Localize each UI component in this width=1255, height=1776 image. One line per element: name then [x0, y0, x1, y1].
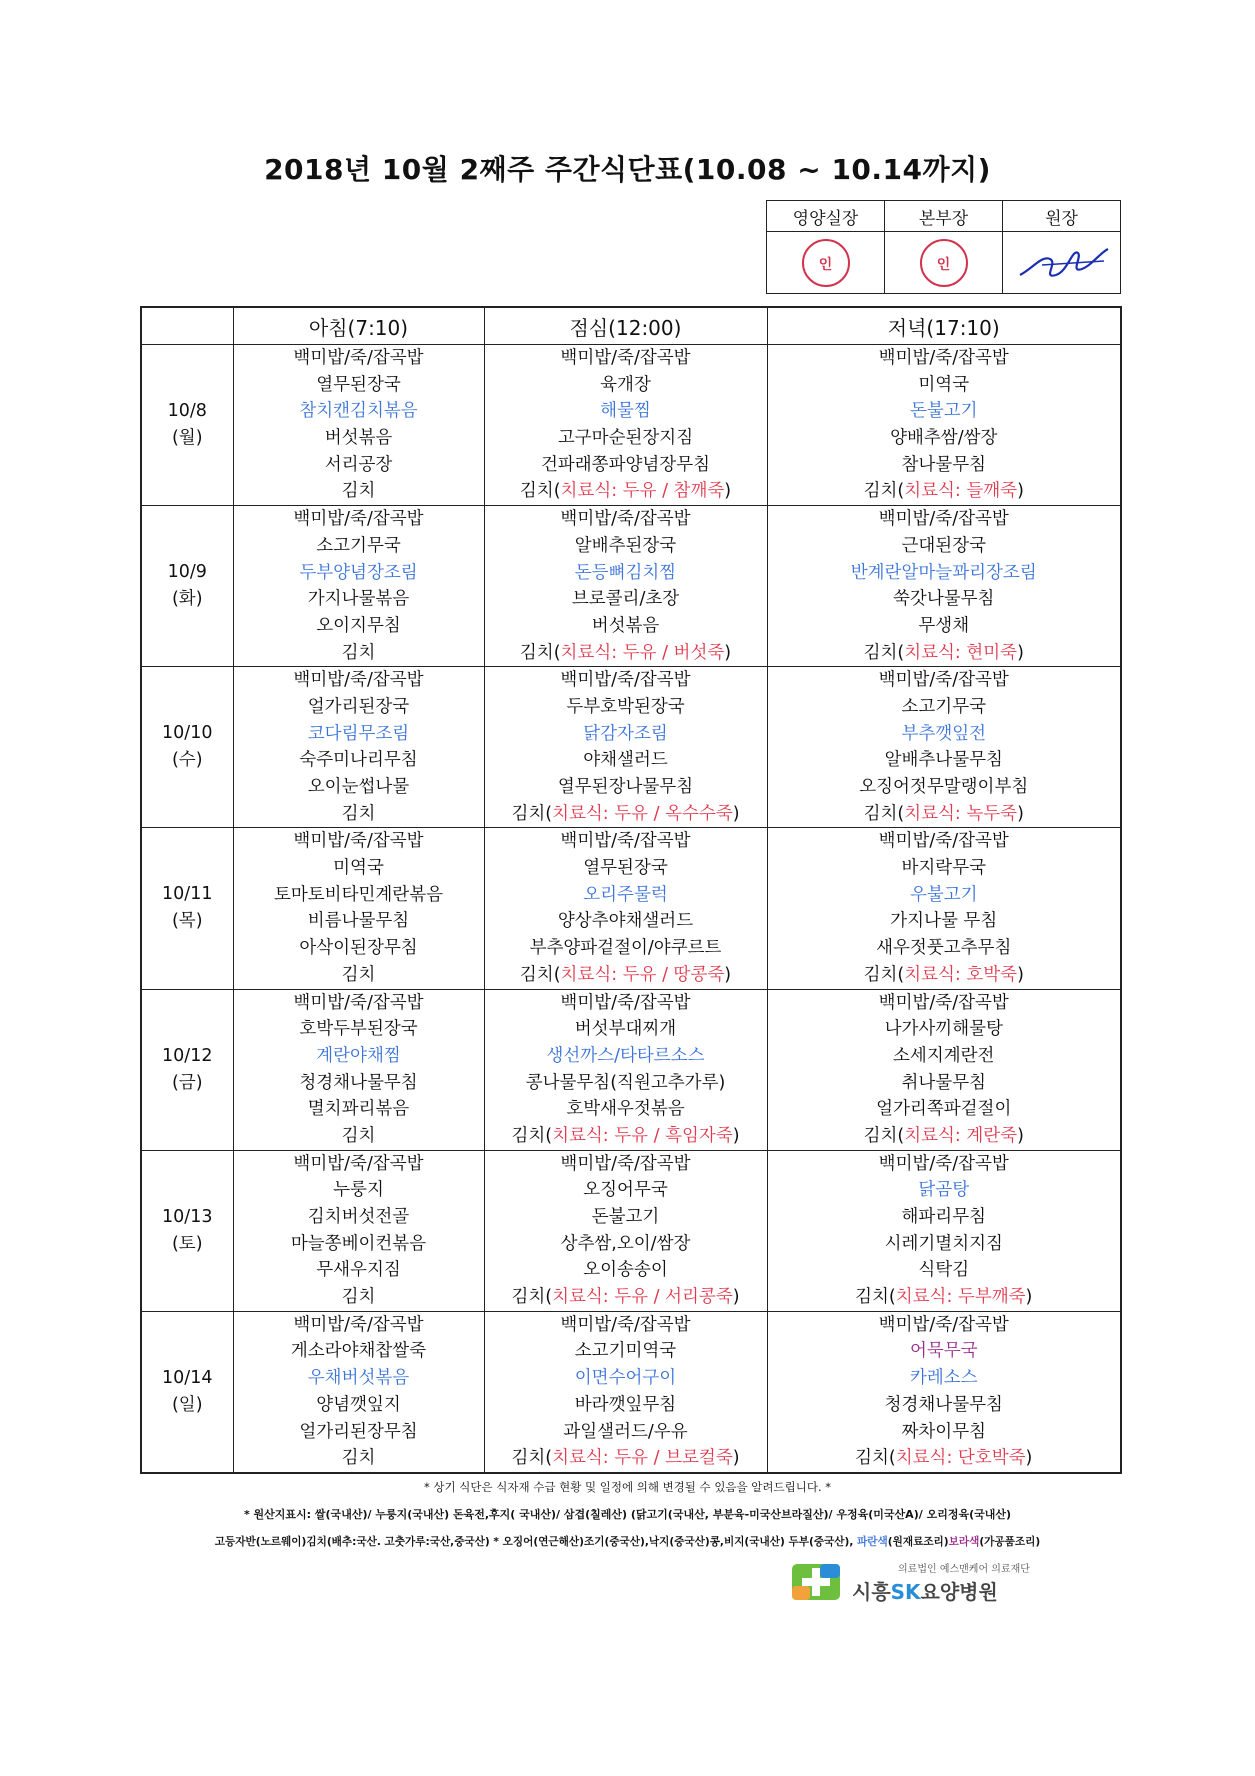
logo-name: 시흥SK요양병원 [852, 1580, 998, 1604]
day-row [141, 828, 1121, 989]
menu-item: 백미밥/죽/잡곡밥 [878, 509, 1009, 530]
menu-item: 백미밥/죽/잡곡밥 [560, 348, 691, 368]
menu-item: 김치 [341, 964, 376, 985]
menu-item: 토마토비타민계란볶음 [273, 884, 444, 905]
menu-item: 백미밥/죽/잡곡밥 [293, 992, 424, 1013]
menu-item: 우채버섯볶음 [307, 1368, 410, 1389]
menu-cell-breakfast [233, 828, 484, 989]
menu-item: 백미밥/죽/잡곡밥 [560, 670, 691, 691]
menu-item: 열무된장국 [583, 858, 668, 879]
menu-item: 부추양파겉절이/야쿠르트 [529, 938, 722, 959]
menu-item: 얼가리된장무침 [299, 1421, 418, 1442]
therapeutic-diet-note: 치료식: 두부깨죽 [895, 1287, 1026, 1308]
date-text: 10/9 [167, 562, 207, 583]
menu-cell-lunch [484, 828, 767, 989]
therapeutic-diet-note: 치료식: 두유 / 땅콩죽 [560, 964, 725, 985]
menu-item: 김치(치료식: 두유 / 버섯죽) [519, 642, 732, 663]
day-row [141, 1311, 1121, 1473]
weekday-text: (수) [171, 750, 203, 771]
menu-item: 백미밥/죽/잡곡밥 [560, 992, 691, 1013]
day-row [141, 667, 1121, 828]
menu-item: 가지나물 무침 [890, 911, 998, 932]
menu-item: 생선까스/타타르소스 [546, 1045, 705, 1066]
menu-item: 백미밥/죽/잡곡밥 [560, 831, 691, 852]
menu-cell-lunch [484, 506, 767, 667]
menu-item: 백미밥/죽/잡곡밥 [560, 1314, 691, 1335]
menu-item: 바지락무국 [901, 858, 987, 879]
menu-item: 짜차이무침 [901, 1421, 987, 1442]
menu-item: 백미밥/죽/잡곡밥 [293, 670, 424, 691]
day-label [141, 989, 233, 1150]
menu-item: 호박두부된장국 [299, 1019, 418, 1040]
menu-item: 브로콜리/초장 [571, 589, 680, 610]
menu-item: 김치 [341, 481, 376, 502]
weekday-text: (목) [171, 911, 203, 932]
menu-item: 김치(치료식: 들깨죽) [863, 481, 1024, 502]
menu-item: 무새우지짐 [316, 1260, 401, 1281]
menu-cell-breakfast [233, 667, 484, 828]
therapeutic-diet-note: 치료식: 두유 / 참깨죽 [560, 481, 725, 502]
header-breakfast: 아침(7:10) [233, 307, 484, 345]
menu-item: 양상추야채샐러드 [557, 911, 694, 932]
menu-item: 백미밥/죽/잡곡밥 [293, 348, 424, 368]
menu-item: 김치(치료식: 두유 / 땅콩죽) [519, 964, 732, 985]
menu-cell-breakfast [233, 345, 484, 506]
day-label [141, 345, 233, 506]
menu-item: 코다림무조림 [307, 723, 410, 744]
menu-item: 소고기무국 [316, 535, 401, 556]
menu-cell-breakfast [233, 989, 484, 1150]
date-text: 10/10 [162, 723, 213, 744]
menu-cell-breakfast [233, 1150, 484, 1311]
menu-item: 마늘쫑베이컨볶음 [290, 1233, 427, 1254]
therapeutic-diet-note: 치료식: 단호박죽 [895, 1448, 1026, 1469]
menu-cell-dinner [767, 828, 1121, 989]
date-text: 10/11 [162, 884, 213, 905]
menu-item: 바라깻잎무침 [574, 1394, 677, 1415]
menu-item: 청경채나물무침 [299, 1072, 418, 1093]
menu-item: 백미밥/죽/잡곡밥 [878, 992, 1009, 1013]
menu-item: 백미밥/죽/잡곡밥 [293, 831, 424, 852]
menu-item: 카레소스 [909, 1368, 978, 1389]
menu-item: 참치캔김치볶음 [299, 401, 418, 422]
weekday-text: (일) [171, 1394, 203, 1415]
approval-box [766, 200, 1121, 294]
menu-item: 백미밥/죽/잡곡밥 [878, 1153, 1009, 1174]
menu-item: 백미밥/죽/잡곡밥 [878, 1314, 1009, 1335]
menu-item: 김치(치료식: 계란죽) [863, 1125, 1024, 1146]
menu-item: 백미밥/죽/잡곡밥 [560, 1153, 691, 1174]
weekday-text: (금) [171, 1072, 203, 1093]
menu-item: 김치(치료식: 두유 / 브로컬죽) [511, 1448, 740, 1469]
date-text: 10/12 [162, 1045, 213, 1066]
menu-item: 게소라야채찹쌀죽 [290, 1341, 427, 1362]
menu-item: 식탁김 [918, 1260, 970, 1281]
day-label [141, 1150, 233, 1311]
menu-item: 멸치꽈리볶음 [307, 1099, 410, 1120]
menu-item: 누룽지 [333, 1180, 384, 1201]
page-title: 2018년 10월 2째주 주간식단표(10.08 ~ 10.14까지) [264, 153, 991, 186]
menu-item: 계란야채찜 [316, 1045, 401, 1066]
menu-item: 열무된장나물무침 [557, 777, 694, 797]
therapeutic-diet-note: 치료식: 두유 / 버섯죽 [560, 642, 725, 663]
menu-item: 김치 [341, 1287, 376, 1308]
menu-item: 이면수어구이 [574, 1368, 677, 1389]
menu-item: 김치(치료식: 현미죽) [863, 642, 1024, 663]
origin-note-2: 고등자반(노르웨이)김치(배추:국산. 고춧가루:국산,중국산) * 오징어(연근해산)조기(중국산),낙지(중국산)콩,비지(국내산) 두부(중국산), 파란색(원재료조리)보라색(가공품조리) [214, 1536, 1041, 1548]
menu-item: 오이눈썹나물 [307, 777, 410, 797]
therapeutic-diet-note: 치료식: 두유 / 서리콩죽 [552, 1287, 733, 1308]
menu-cell-dinner [767, 1311, 1121, 1473]
menu-cell-dinner [767, 506, 1121, 667]
menu-item: 콩나물무침(직원고추가루) [525, 1072, 726, 1093]
menu-item: 미역국 [918, 374, 970, 395]
menu-item: 오리주물럭 [583, 884, 668, 905]
menu-cell-breakfast [233, 1311, 484, 1473]
menu-item: 김치(치료식: 호박죽) [863, 964, 1024, 985]
menu-item: 야채샐러드 [583, 750, 668, 771]
menu-item: 돈불고기 [909, 401, 978, 422]
menu-item: 쑥갓나물무침 [893, 589, 995, 610]
menu-item: 육개장 [600, 374, 651, 395]
menu-item: 비름나물무침 [307, 911, 410, 932]
menu-item: 김치 [341, 1125, 376, 1146]
therapeutic-diet-note: 치료식: 현미죽 [904, 642, 1018, 663]
menu-item: 백미밥/죽/잡곡밥 [878, 348, 1009, 368]
therapeutic-diet-note: 치료식: 두유 / 옥수수죽 [552, 803, 733, 824]
menu-item: 청경채나물무침 [884, 1394, 1003, 1415]
menu-item: 백미밥/죽/잡곡밥 [878, 670, 1009, 691]
menu-item: 미역국 [333, 858, 384, 879]
logo-subtitle: 의료법인 예스맨케어 의료재단 [898, 1564, 1030, 1575]
menu-item: 오징어무국 [583, 1180, 668, 1201]
menu-item: 가지나물볶음 [307, 589, 410, 610]
menu-item: 두부양념장조림 [299, 562, 418, 583]
menu-item: 버섯부대찌개 [574, 1019, 677, 1040]
day-label [141, 667, 233, 828]
menu-item: 숙주미나리무침 [299, 750, 418, 771]
menu-item: 닭곰탕 [918, 1180, 970, 1201]
menu-item: 오징어젓무말랭이부침 [859, 777, 1029, 797]
day-row [141, 989, 1121, 1150]
menu-item: 취나물무침 [901, 1072, 987, 1093]
menu-item: 소세지계란전 [893, 1045, 995, 1066]
day-row [141, 345, 1121, 506]
header-lunch: 점심(12:00) [484, 307, 767, 345]
menu-item: 소고기무국 [901, 696, 987, 717]
date-text: 10/14 [162, 1367, 213, 1388]
menu-item: 알배추나물무침 [884, 750, 1003, 771]
menu-item: 닭감자조림 [583, 723, 668, 744]
menu-item: 김치(치료식: 두유 / 참깨죽) [519, 481, 732, 502]
therapeutic-diet-note: 치료식: 녹두죽 [904, 803, 1018, 824]
weekday-text: (토) [171, 1233, 203, 1254]
menu-item: 소고기미역국 [574, 1341, 677, 1362]
menu-item: 김치버섯전골 [307, 1207, 410, 1227]
menu-item: 상추쌈,오이/쌈장 [560, 1233, 691, 1254]
menu-item: 얼가리된장국 [307, 696, 410, 717]
menu-cell-lunch [484, 1150, 767, 1311]
menu-item: 김치(치료식: 단호박죽) [855, 1448, 1033, 1469]
menu-cell-breakfast [233, 506, 484, 667]
menu-item: 김치(치료식: 두부깨죽) [855, 1287, 1033, 1308]
menu-item: 백미밥/죽/잡곡밥 [878, 831, 1009, 852]
change-notice: * 상기 식단은 식자재 수급 현황 및 일정에 의해 변경될 수 있음을 알려드립니다. * [423, 1480, 832, 1494]
weekday-text: (월) [171, 428, 203, 449]
menu-item: 얼가리쪽파겉절이 [876, 1099, 1012, 1120]
menu-item: 참나물무침 [901, 454, 987, 475]
therapeutic-diet-note: 치료식: 두유 / 흑임자죽 [552, 1125, 733, 1146]
menu-item: 반계란알마늘꽈리장조림 [850, 562, 1037, 583]
red-seal-stamp: 인 [920, 239, 968, 287]
menu-item: 해물찜 [600, 401, 651, 422]
date-text: 10/13 [162, 1206, 213, 1227]
menu-item: 양배추쌈/쌈장 [890, 428, 998, 449]
menu-item: 김치 [341, 803, 376, 824]
menu-item: 김치(치료식: 두유 / 옥수수죽) [511, 803, 740, 824]
day-label [141, 828, 233, 989]
day-label [141, 1311, 233, 1473]
therapeutic-diet-note: 치료식: 계란죽 [904, 1125, 1018, 1146]
menu-item: 고구마순된장지짐 [557, 428, 694, 449]
approval-header-head: 원장 [1003, 201, 1121, 232]
approval-header-nutrition: 영양실장 [767, 201, 885, 232]
day-label [141, 506, 233, 667]
menu-item: 새우젓풋고추무침 [876, 938, 1012, 959]
menu-item: 김치(치료식: 두유 / 서리콩죽) [511, 1287, 740, 1308]
menu-item: 우불고기 [909, 884, 978, 905]
menu-item: 오이송송이 [583, 1260, 668, 1281]
menu-item: 부추깻잎전 [901, 723, 987, 744]
menu-item: 백미밥/죽/잡곡밥 [293, 1153, 424, 1174]
hospital-logo [790, 1558, 1030, 1608]
menu-item: 해파리무침 [901, 1207, 987, 1227]
menu-cell-lunch [484, 1311, 767, 1473]
menu-cell-lunch [484, 667, 767, 828]
handwritten-signature [1012, 235, 1112, 285]
menu-item: 호박새우젓볶음 [566, 1099, 685, 1120]
menu-item: 돈등뼈김치찜 [574, 562, 677, 583]
menu-item: 백미밥/죽/잡곡밥 [293, 509, 424, 530]
menu-item: 김치(치료식: 녹두죽) [863, 803, 1024, 824]
origin-note-1: * 원산지표시: 쌀(국내산)/ 누룽지(국내산) 돈육전,후지( 국내산)/ 삼겹(칠레산) (닭고기(국내산, 부분육-미국산브라질산)/ 우정육(미국산A)/ 오리정육(국내산) [243, 1508, 1012, 1521]
menu-item: 알배추된장국 [574, 535, 677, 556]
date-text: 10/8 [167, 401, 207, 422]
therapeutic-diet-note: 치료식: 호박죽 [904, 964, 1018, 985]
menu-item: 백미밥/죽/잡곡밥 [560, 509, 691, 530]
menu-item: 김치 [341, 642, 376, 663]
menu-cell-dinner [767, 989, 1121, 1150]
therapeutic-diet-note: 치료식: 두유 / 브로컬죽 [552, 1448, 733, 1469]
therapeutic-diet-note: 치료식: 들깨죽 [904, 481, 1018, 502]
menu-item: 김치 [341, 1448, 376, 1469]
menu-item: 김치(치료식: 두유 / 흑임자죽) [511, 1125, 740, 1146]
menu-item: 건파래쫑파양념장무침 [540, 454, 711, 475]
menu-item: 버섯볶음 [324, 428, 393, 449]
menu-item: 백미밥/죽/잡곡밥 [293, 1314, 424, 1335]
menu-item: 나가사끼해물탕 [884, 1019, 1003, 1040]
menu-item: 버섯볶음 [591, 615, 660, 636]
day-row [141, 506, 1121, 667]
menu-item: 근대된장국 [901, 535, 987, 556]
menu-cell-dinner [767, 667, 1121, 828]
menu-item: 양념깻잎지 [316, 1394, 401, 1415]
hospital-logo-icon [790, 1560, 842, 1604]
menu-item: 두부호박된장국 [566, 696, 685, 717]
menu-cell-lunch [484, 345, 767, 506]
corner-cell [141, 307, 233, 345]
menu-item: 열무된장국 [316, 374, 401, 395]
menu-cell-dinner [767, 1150, 1121, 1311]
menu-item: 돈불고기 [591, 1207, 660, 1227]
menu-item: 아삭이된장무침 [299, 938, 418, 959]
menu-cell-lunch [484, 989, 767, 1150]
weekly-menu-table [140, 306, 1122, 1474]
day-row [141, 1150, 1121, 1311]
menu-item: 시레기멸치지짐 [884, 1233, 1003, 1254]
red-seal-stamp: 인 [802, 239, 850, 287]
header-dinner: 저녁(17:10) [767, 307, 1121, 345]
approval-header-director: 본부장 [885, 201, 1003, 232]
menu-item: 어묵무국 [909, 1341, 978, 1362]
menu-cell-dinner [767, 345, 1121, 506]
menu-body [141, 345, 1121, 1473]
menu-item: 오이지무침 [316, 615, 401, 636]
weekday-text: (화) [171, 589, 203, 610]
menu-item: 서리공장 [324, 454, 393, 475]
menu-item: 무생채 [918, 615, 970, 636]
menu-item: 과일샐러드/우유 [563, 1421, 688, 1442]
